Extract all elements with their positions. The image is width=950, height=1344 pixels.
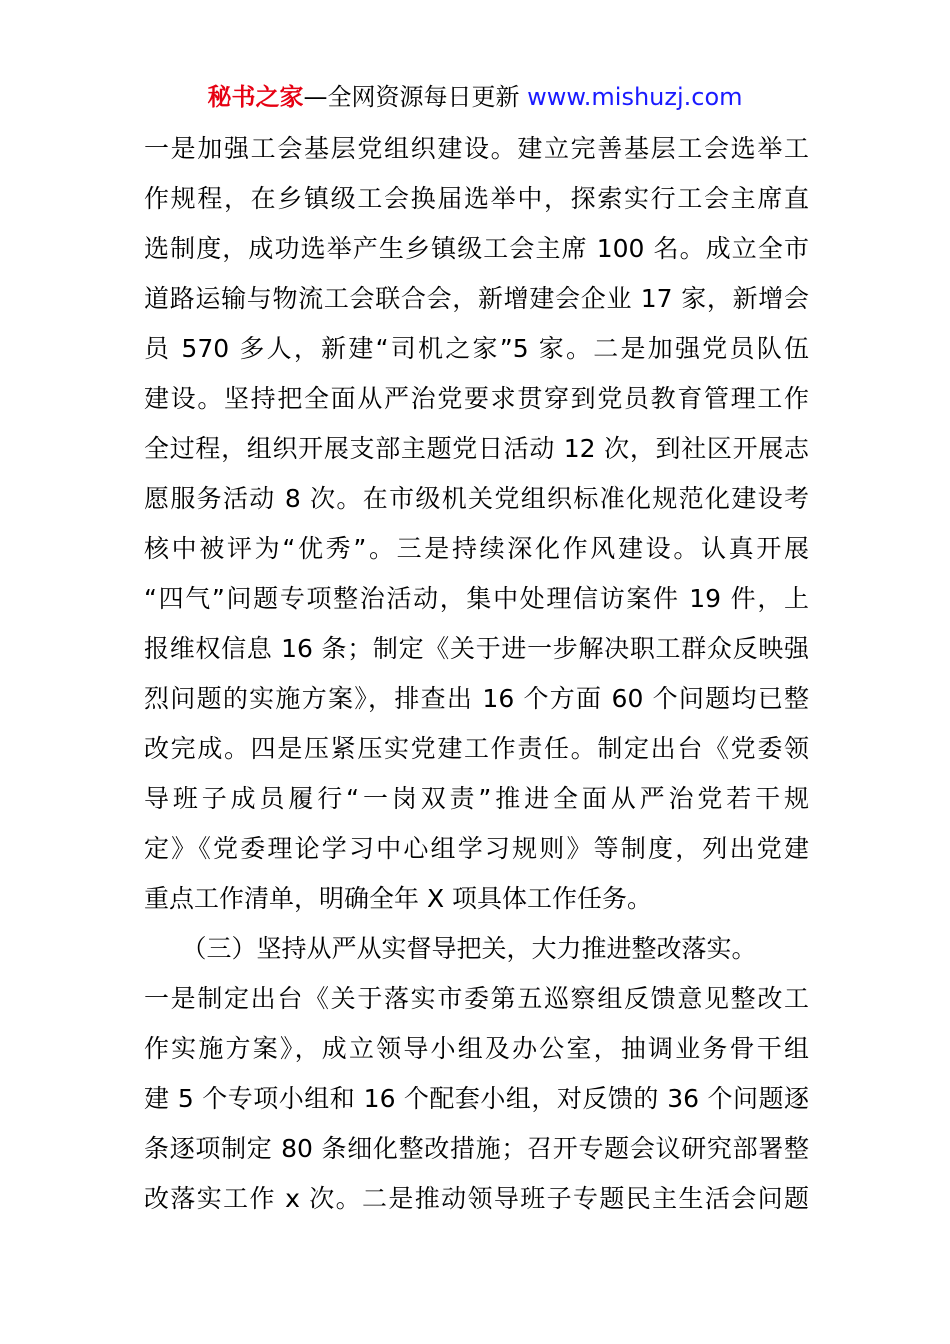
text-line: 导班子成员履行“一岗双责”推进全面从严治党若干规 [144,784,809,813]
site-url[interactable]: www.mishuzj.com [527,83,743,111]
text-line: 一是制定出台《关于落实市委第五巡察组反馈意见整改工 [144,984,809,1013]
text-line: 烈问题的实施方案》，排查出 16 个方面 60 个问题均已整 [144,684,809,713]
text-line: 建 5 个专项小组和 16 个配套小组，对反馈的 36 个问题逐 [144,1084,809,1113]
text-line: 条逐项制定 80 条细化整改措施；召开专题会议研究部署整 [144,1134,809,1163]
text-line: 作规程，在乡镇级工会换届选举中，探索实行工会主席直 [144,184,809,213]
text-line: 报维权信息 16 条；制定《关于进一步解决职工群众反映强 [144,634,809,663]
text-line: 定》《党委理论学习中心组学习规则》等制度，列出党建 [144,834,809,863]
text-line: 道路运输与物流工会联合会，新增建会企业 17 家，新增会 [144,284,809,313]
text-line: 选制度，成功选举产生乡镇级工会主席 100 名。成立全市 [144,234,809,263]
text-line: 核中被评为“优秀”。三是持续深化作风建设。认真开展 [144,534,809,563]
text-line-paragraph-end: 重点工作清单，明确全年 X 项具体工作任务。 [144,884,653,913]
site-header [0,80,950,114]
text-line: 改完成。四是压紧压实党建工作责任。制定出台《党委领 [144,734,809,763]
text-line: 建设。坚持把全面从严治党要求贯穿到党员教育管理工作 [144,384,809,413]
text-line: 员 570 多人，新建“司机之家”5 家。二是加强党员队伍 [144,334,809,363]
text-line: 改落实工作 x 次。二是推动领导班子专题民主生活会问题 [144,1184,809,1213]
text-line: 作实施方案》，成立领导小组及办公室，抽调业务骨干组 [144,1034,809,1063]
text-line: 全过程，组织开展支部主题党日活动 12 次，到社区开展志 [144,434,809,463]
text-line: 愿服务活动 8 次。在市级机关党组织标准化规范化建设考 [144,484,809,513]
document-body [144,124,809,1224]
text-line: “四气”问题专项整治活动，集中处理信访案件 19 件，上 [144,584,809,613]
site-brand: 秘书之家 [207,83,304,111]
site-tagline: —全网资源每日更新 [303,83,528,111]
text-line: 一是加强工会基层党组织建设。建立完善基层工会选举工 [144,134,809,163]
section-heading: （三）坚持从严从实督导把关，大力推进整改落实。 [144,934,757,963]
